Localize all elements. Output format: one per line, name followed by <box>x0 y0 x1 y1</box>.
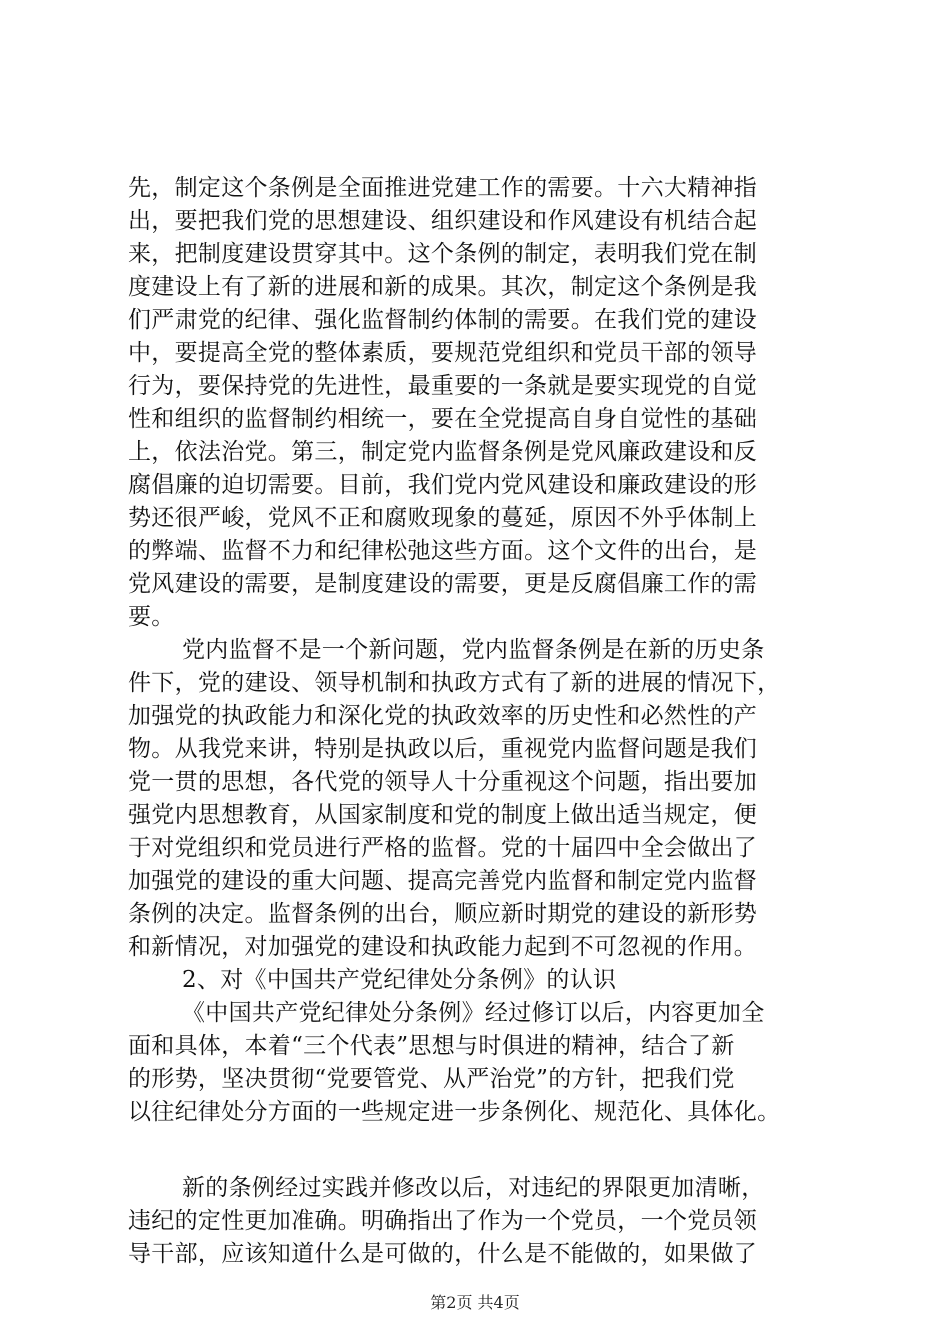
document-body <box>128 172 828 1271</box>
text-line: 于对党组织和党员进行严格的监督。党的十届四中全会做出了 <box>128 835 758 861</box>
paragraph-gap <box>128 1129 828 1172</box>
text-line: 件下，党的建设、领导机制和执政方式有了新的进展的情况下， <box>128 670 781 696</box>
text-line: 党一贯的思想，各代党的领导人十分重视这个问题，指出要加 <box>128 769 758 795</box>
text-line: 要。 <box>128 604 175 630</box>
text-line: 新的条例经过实践并修改以后，对违纪的界限更加清晰， <box>182 1175 765 1201</box>
page-footer: 第2页 共4页 <box>430 1293 520 1312</box>
text-line: 来，把制度建设贯穿其中。这个条例的制定，表明我们党在制 <box>128 241 758 267</box>
text-line: 性和组织的监督制约相统一，要在全党提高自身自觉性的基础 <box>128 406 758 432</box>
text-line: 物。从我党来讲，特别是执政以后，重视党内监督问题是我们 <box>128 736 758 762</box>
text-line: 度建设上有了新的进展和新的成果。其次，制定这个条例是我 <box>128 274 758 300</box>
text-line: 上，依法治党。第三，制定党内监督条例是党风廉政建设和反 <box>128 439 758 465</box>
text-line: 《中国共产党纪律处分条例》经过修订以后，内容更加全 <box>182 1000 765 1026</box>
text-line: 的弊端、监督不力和纪律松弛这些方面。这个文件的出台，是 <box>128 538 758 564</box>
text-line: 违纪的定性更加准确。明确指出了作为一个党员，一个党员领 <box>128 1208 758 1234</box>
text-line: 2、对《中国共产党纪律处分条例》的认识 <box>182 967 617 993</box>
text-line: 势还很严峻，党风不正和腐败现象的蔓延，原因不外乎体制上 <box>128 505 758 531</box>
text-line: 条例的决定。监督条例的出台，顺应新时期党的建设的新形势 <box>128 901 758 927</box>
text-line: 强党内思想教育，从国家制度和党的制度上做出适当规定，便 <box>128 802 758 828</box>
text-line: 的形势，坚决贯彻“党要管党、从严治党”的方针，把我们党 <box>128 1066 735 1092</box>
text-line: 中，要提高全党的整体素质，要规范党组织和党员干部的领导 <box>128 340 758 366</box>
text-line: 导干部，应该知道什么是可做的，什么是不能做的，如果做了 <box>128 1241 758 1267</box>
text-line: 出，要把我们党的思想建设、组织建设和作风建设有机结合起 <box>128 208 758 234</box>
text-line: 和新情况，对加强党的建设和执政能力起到不可忽视的作用。 <box>128 934 758 960</box>
text-line: 先，制定这个条例是全面推进党建工作的需要。十六大精神指 <box>128 175 758 201</box>
text-line: 加强党的建设的重大问题、提高完善党内监督和制定党内监督 <box>128 868 758 894</box>
text-line: 党风建设的需要，是制度建设的需要，更是反腐倡廉工作的需 <box>128 571 758 597</box>
text-line: 们严肃党的纪律、强化监督制约体制的需要。在我们党的建设 <box>128 307 758 333</box>
text-line: 行为，要保持党的先进性，最重要的一条就是要实现党的自觉 <box>128 373 758 399</box>
text-line: 以往纪律处分方面的一些规定进一步条例化、规范化、具体化。 <box>128 1099 781 1125</box>
text-line: 加强党的执政能力和深化党的执政效率的历史性和必然性的产 <box>128 703 758 729</box>
text-line: 党内监督不是一个新问题，党内监督条例是在新的历史条 <box>182 637 765 663</box>
text-line: 腐倡廉的迫切需要。目前，我们党内党风建设和廉政建设的形 <box>128 472 758 498</box>
text-line: 面和具体，本着“三个代表”思想与时俱进的精神，结合了新 <box>128 1033 735 1059</box>
